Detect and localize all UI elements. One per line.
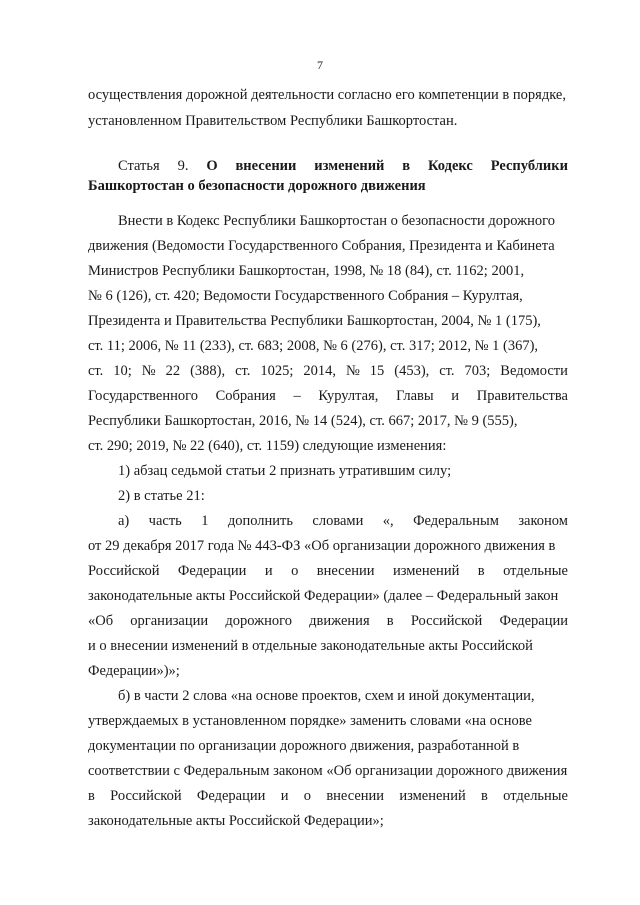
word: (388),	[190, 363, 226, 379]
word: отдельные	[503, 563, 568, 579]
word: дополнить	[227, 513, 294, 529]
subitem-line: Федерации»)»;	[88, 663, 180, 679]
word: 1	[201, 513, 209, 529]
word: и	[280, 788, 289, 804]
word: изменений	[392, 563, 460, 579]
word: часть	[148, 513, 182, 529]
word: –	[293, 388, 301, 404]
word: в	[88, 788, 95, 804]
subitem-line: законодательные акты Российской Федерации»;	[88, 813, 384, 829]
word: и	[264, 563, 273, 579]
word: Федерации	[196, 788, 266, 804]
word: 2014,	[303, 363, 336, 379]
body-line	[88, 387, 568, 405]
word: а)	[118, 513, 130, 529]
body-line: Президента и Правительства Республики Башкортостан, 2004, № 1 (175),	[88, 313, 541, 329]
body-line	[88, 362, 568, 380]
subitem-line: от 29 декабря 2017 года № 443-ФЗ «Об организации дорожного движения в	[88, 538, 556, 554]
heading-word: О	[206, 158, 218, 174]
subitem-line: соответствии с Федеральным законом «Об организации дорожного движения	[88, 763, 568, 779]
article-heading	[118, 157, 568, 175]
word: Федеральным	[413, 513, 499, 529]
word: изменений	[399, 788, 466, 804]
intro-line: осуществления дорожной деятельности согласно его компетенции в порядке,	[88, 87, 566, 103]
word: организации	[130, 613, 209, 629]
word: о	[291, 563, 299, 579]
subitem-line	[88, 612, 568, 630]
word: ст.	[439, 363, 455, 379]
body-line: ст. 290; 2019, № 22 (640), ст. 1159) следующие изменения:	[88, 438, 447, 454]
heading-word: изменений	[314, 158, 385, 174]
word: в	[386, 613, 394, 629]
word: 10;	[113, 363, 132, 379]
word: ст.	[88, 363, 104, 379]
word: «,	[382, 513, 394, 529]
word: отдельные	[503, 788, 568, 804]
word: (453),	[394, 363, 430, 379]
word: №	[141, 363, 156, 379]
subitem-line	[118, 512, 568, 530]
body-line: Министров Республики Башкортостан, 1998, № 18 (84), ст. 1162; 2001,	[88, 263, 525, 279]
word: о	[303, 788, 312, 804]
intro-line: установленном Правительством Республики Башкортостан.	[88, 113, 458, 129]
word: Федерации	[499, 613, 568, 629]
subitem-line: утверждаемых в установленном порядке» заменить словами «на основе	[88, 713, 532, 729]
word: 1025;	[260, 363, 294, 379]
word: Российской	[110, 788, 182, 804]
word: и	[451, 388, 460, 404]
word: Российской	[88, 563, 160, 579]
article-number: 9.	[177, 158, 189, 174]
subitem-line: документации по организации дорожного движения, разработанной в	[88, 738, 520, 754]
heading-word: внесении	[235, 158, 297, 174]
word: Российской	[410, 613, 483, 629]
subitem-line	[88, 562, 568, 580]
word: внесении	[326, 788, 385, 804]
word: ст.	[235, 363, 251, 379]
article-heading-line2: Башкортостан о безопасности дорожного движения	[88, 178, 426, 194]
word: дорожного	[225, 613, 292, 629]
article-label: Статья	[118, 158, 160, 174]
subitem-line	[88, 787, 568, 805]
word: Собрания	[215, 388, 276, 404]
word: законом	[518, 513, 568, 529]
word: движения	[309, 613, 370, 629]
list-item: 1) абзац седьмой статьи 2 признать утратившим силу;	[118, 463, 452, 479]
body-line: ст. 11; 2006, № 11 (233), ст. 683; 2008, № 6 (276), ст. 317; 2012, № 1 (367),	[88, 338, 539, 354]
word: 22	[165, 363, 181, 379]
word: Главы	[396, 388, 434, 404]
word: Ведомости	[500, 363, 568, 379]
heading-word: в	[402, 158, 411, 174]
body-line: № 6 (126), ст. 420; Ведомости Государственного Собрания – Курултая,	[88, 288, 523, 304]
word: Курултая,	[318, 388, 379, 404]
subitem-line: и о внесении изменений в отдельные законодательные акты Российской	[88, 638, 533, 654]
word: 15	[369, 363, 385, 379]
body-line: Республики Башкортостан, 2016, № 14 (524), ст. 667; 2017, № 9 (555),	[88, 413, 518, 429]
word: словами	[312, 513, 364, 529]
word: «Об	[88, 613, 114, 629]
heading-word: Кодекс	[428, 158, 473, 174]
subitem-line: б) в части 2 слова «на основе проектов, схем и иной документации,	[118, 688, 535, 704]
word: Федерации	[177, 563, 247, 579]
word: Правительства	[476, 388, 568, 404]
page-number: 7	[317, 58, 323, 72]
word: 703;	[464, 363, 491, 379]
word: Государственного	[88, 388, 198, 404]
word: внесении	[316, 563, 375, 579]
word: №	[345, 363, 360, 379]
subitem-line: законодательные акты Российской Федерации» (далее – Федеральный закон	[88, 588, 559, 604]
heading-word: Республики	[490, 158, 568, 174]
body-line: Внести в Кодекс Республики Башкортостан о безопасности дорожного	[118, 213, 555, 229]
body-line: движения (Ведомости Государственного Собрания, Президента и Кабинета	[88, 238, 555, 254]
word: в	[477, 563, 485, 579]
word: в	[481, 788, 488, 804]
list-item: 2) в статье 21:	[118, 488, 205, 504]
